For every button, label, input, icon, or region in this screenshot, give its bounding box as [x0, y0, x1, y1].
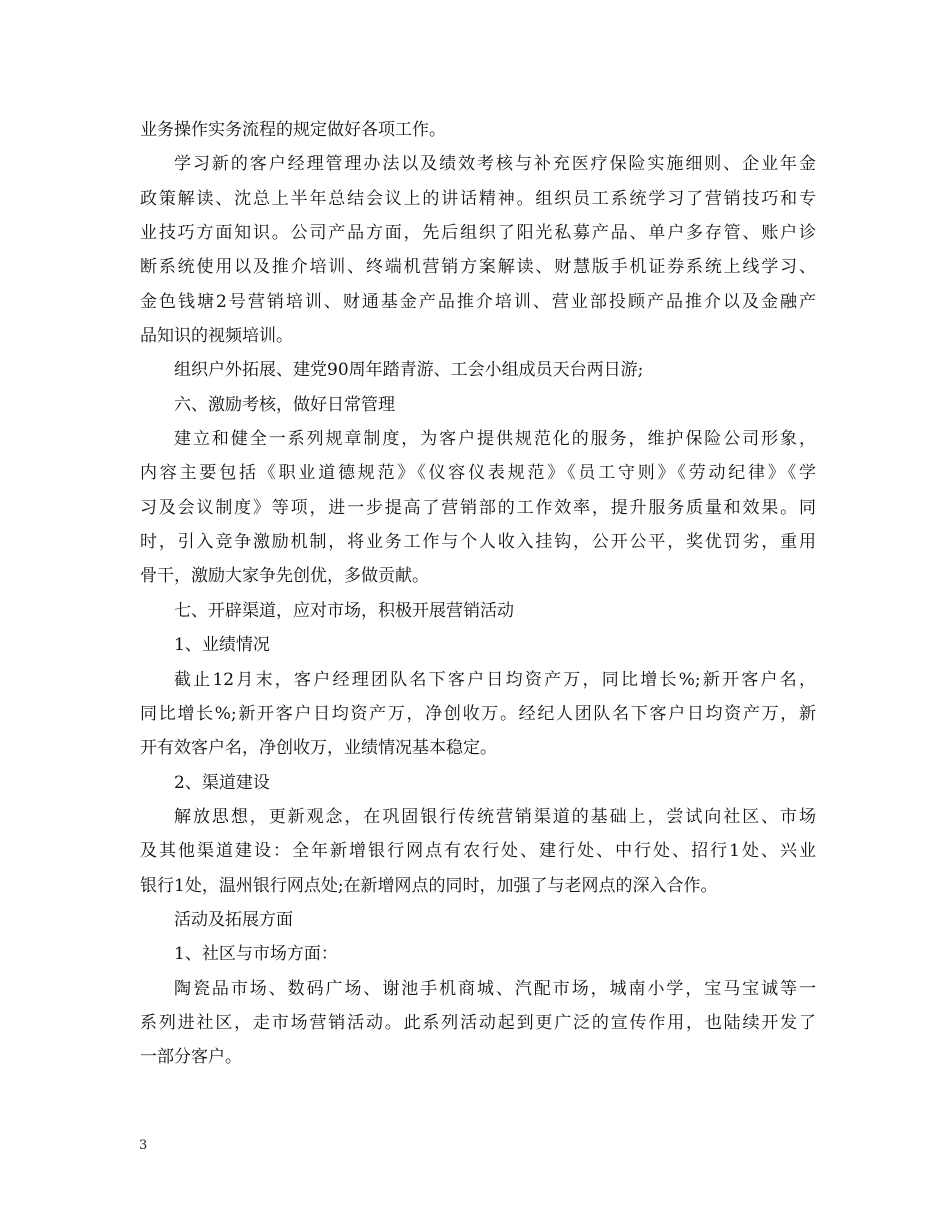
- text-line: 业技巧方面知识。公司产品方面，先后组织了阳光私募产品、单户多存管、账户诊: [140, 223, 816, 244]
- heading-channels: [140, 766, 816, 800]
- text-line: 骨干，激励大家争先创优，多做贡献。: [140, 566, 429, 587]
- heading-section-6: [140, 388, 816, 422]
- text-line: 1、社区与市场方面：: [174, 944, 338, 965]
- heading-section-7: [140, 594, 816, 628]
- paragraph-continuation: [140, 113, 816, 147]
- text-line: 一部分客户。: [140, 1047, 242, 1068]
- text-line: 建立和健全一系列规章制度，为客户提供规范化的服务，维护保险公司形象，: [174, 429, 816, 450]
- heading-activities: [140, 903, 816, 937]
- text-line: 银行1处，温州银行网点处;在新增网点的同时，加强了与老网点的深入合作。: [140, 875, 718, 896]
- text-line: 断系统使用以及推介培训、终端机营销方案解读、财慧版手机证券系统上线学习、: [140, 257, 816, 278]
- text-line: 习及会议制度》等项，进一步提高了营销部的工作效率，提升服务质量和效果。同: [140, 497, 816, 518]
- text-line: 1、业绩情况: [174, 635, 270, 656]
- text-line: 学习新的客户经理管理办法以及绩效考核与补充医疗保险实施细则、企业年金: [174, 154, 816, 175]
- text-line: 活动及拓展方面: [174, 909, 293, 930]
- paragraph-rules: [140, 422, 816, 594]
- text-line: 时，引入竞争激励机制，将业务工作与个人收入挂钩，公开公平，奖优罚劣，重用: [140, 532, 816, 553]
- paragraph-training: [140, 147, 816, 353]
- text-line: 七、开辟渠道，应对市场，积极开展营销活动: [174, 600, 514, 621]
- text-line: 政策解读、沈总上半年总结会议上的讲话精神。组织员工系统学习了营销技巧和专: [140, 188, 816, 209]
- text-line: 陶瓷品市场、数码广场、谢池手机商城、汽配市场，城南小学，宝马宝诚等一: [174, 978, 816, 999]
- text-line: 六、激励考核，做好日常管理: [174, 394, 395, 415]
- document-body: [140, 113, 816, 1075]
- text-line: 开有效客户名，净创收万，业绩情况基本稳定。: [140, 738, 497, 759]
- text-line: 业务操作实务流程的规定做好各项工作。: [140, 120, 446, 140]
- page-number: 3: [139, 1138, 148, 1153]
- text-line: 截止12月末，客户经理团队名下客户日均资产万，同比增长%;新开客户名，: [174, 669, 816, 690]
- text-line: 解放思想，更新观念，在巩固银行传统营销渠道的基础上，尝试向社区、市场: [174, 806, 816, 827]
- text-line: 内容主要包括《职业道德规范》《仪容仪表规范》《员工守则》《劳动纪律》《学: [140, 463, 816, 484]
- text-line: 系列进社区，走市场营销活动。此系列活动起到更广泛的宣传作用，也陆续开发了: [140, 1012, 816, 1033]
- paragraph-channels: [140, 800, 816, 903]
- text-line: 2、渠道建设: [174, 772, 270, 793]
- text-line: 组织户外拓展、建党90周年踏青游、工会小组成员天台两日游;: [174, 360, 644, 381]
- heading-community: [140, 937, 816, 971]
- paragraph-performance: [140, 663, 816, 766]
- text-line: 金色钱塘2号营销培训、财通基金产品推介培训、营业部投顾产品推介以及金融产: [140, 291, 816, 312]
- text-line: 及其他渠道建设：全年新增银行网点有农行处、建行处、中行处、招行1处、兴业: [140, 841, 816, 862]
- paragraph-community: [140, 972, 816, 1075]
- text-line: 品知识的视频培训。: [140, 326, 293, 347]
- text-line: 同比增长%;新开客户日均资产万，净创收万。经纪人团队名下客户日均资产万，新: [140, 703, 816, 724]
- heading-performance: [140, 628, 816, 662]
- paragraph-outdoor: [140, 353, 816, 387]
